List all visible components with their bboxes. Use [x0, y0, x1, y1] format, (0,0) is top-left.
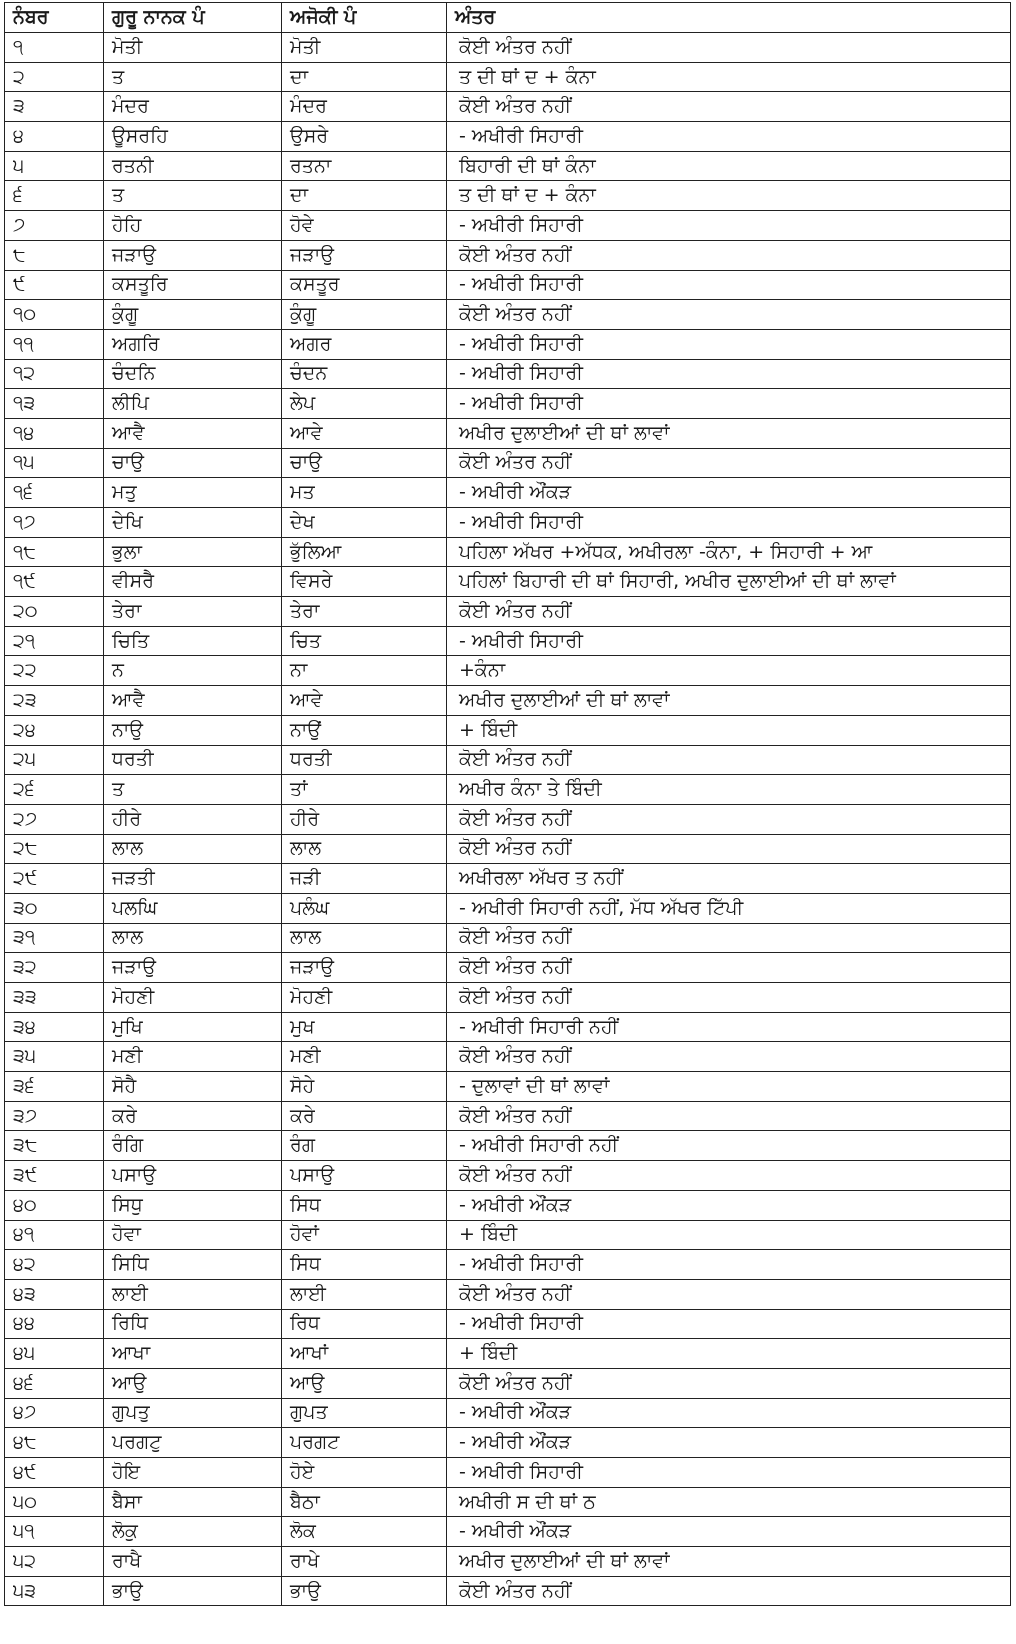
guru-nanak-word-cell: ਲਾਲ	[104, 834, 282, 864]
guru-nanak-word-cell: ਚਾਉ	[104, 448, 282, 478]
difference-cell: - ਅਖੀਰੀ ਸਿਹਾਰੀ ਨਹੀਂ, ਮੱਧ ਅੱਖਰ ਟਿੱਪੀ	[447, 893, 1011, 923]
guru-nanak-word-cell: ਰੰਗਿ	[104, 1131, 282, 1161]
row-number-cell: ੬	[5, 181, 104, 211]
table-row	[5, 359, 1011, 389]
table-row	[5, 448, 1011, 478]
row-number-cell: ੨੮	[5, 834, 104, 864]
difference-cell: - ਅਖੀਰੀ ਸਿਹਾਰੀ	[447, 359, 1011, 389]
difference-cell: - ਅਖੀਰੀ ਸਿਹਾਰੀ	[447, 1458, 1011, 1488]
modern-word-cell: ਪਸਾਉ	[282, 1161, 447, 1191]
difference-cell: ਕੋਈ ਅੰਤਰ ਨਹੀਂ	[447, 1279, 1011, 1309]
table-row	[5, 151, 1011, 181]
guru-nanak-word-cell: ਆਵੈ	[104, 686, 282, 716]
header-modern-word: ਅਜੋਕੀ ਪੰ	[282, 3, 447, 33]
guru-nanak-word-cell: ਕਰੇ	[104, 1101, 282, 1131]
guru-nanak-word-cell: ਰਤਨੀ	[104, 151, 282, 181]
modern-word-cell: ਲੋਕ	[282, 1517, 447, 1547]
modern-word-cell: ਗੁਪਤ	[282, 1398, 447, 1428]
modern-word-cell: ਸਿਧ	[282, 1190, 447, 1220]
difference-cell: ਅਖੀਰੀ ਸ ਦੀ ਥਾਂ ਠ	[447, 1487, 1011, 1517]
table-row	[5, 1517, 1011, 1547]
guru-nanak-word-cell: ਜੜਾਉ	[104, 953, 282, 983]
table-row	[5, 1576, 1011, 1606]
difference-cell: - ਅਖੀਰੀ ਸਿਹਾਰੀ ਨਹੀਂ	[447, 1131, 1011, 1161]
guru-nanak-word-cell: ਹੋਹਿ	[104, 211, 282, 241]
modern-word-cell: ਰੰਗ	[282, 1131, 447, 1161]
row-number-cell: ੫੨	[5, 1547, 104, 1577]
guru-nanak-word-cell: ਮਣੀ	[104, 1042, 282, 1072]
difference-cell: ਅਖੀਰ ਦੁਲਾਈਆਂ ਦੀ ਥਾਂ ਲਾਵਾਂ	[447, 686, 1011, 716]
modern-word-cell: ਭਾਉ	[282, 1576, 447, 1606]
row-number-cell: ੨੫	[5, 745, 104, 775]
difference-cell: ਕੋਈ ਅੰਤਰ ਨਹੀਂ	[447, 1576, 1011, 1606]
difference-cell: - ਅਖੀਰੀ ਸਿਹਾਰੀ	[447, 508, 1011, 538]
guru-nanak-word-cell: ਵੀਸਰੈ	[104, 567, 282, 597]
row-number-cell: ੩੮	[5, 1131, 104, 1161]
modern-word-cell: ਆਉ	[282, 1368, 447, 1398]
guru-nanak-word-cell: ਆਵੈ	[104, 418, 282, 448]
row-number-cell: ੧	[5, 33, 104, 63]
table-row	[5, 1487, 1011, 1517]
row-number-cell: ੧੫	[5, 448, 104, 478]
guru-nanak-word-cell: ਜੜਤੀ	[104, 864, 282, 894]
row-number-cell: ੨੩	[5, 686, 104, 716]
modern-word-cell: ਸਿਧ	[282, 1250, 447, 1280]
difference-cell: - ਅਖੀਰੀ ਸਿਹਾਰੀ	[447, 329, 1011, 359]
difference-cell: ਕੋਈ ਅੰਤਰ ਨਹੀਂ	[447, 1161, 1011, 1191]
guru-nanak-word-cell: ਕਸਤੂਰਿ	[104, 270, 282, 300]
modern-word-cell: ਲਾਈ	[282, 1279, 447, 1309]
row-number-cell: ੨੭	[5, 804, 104, 834]
guru-nanak-word-cell: ਗੁਪਤੁ	[104, 1398, 282, 1428]
comparison-table	[4, 2, 1011, 1606]
difference-cell: ਤ ਦੀ ਥਾਂ ਦ + ਕੰਨਾ	[447, 181, 1011, 211]
difference-cell: ਅਖੀਰ ਦੁਲਾਈਆਂ ਦੀ ਥਾਂ ਲਾਵਾਂ	[447, 418, 1011, 448]
row-number-cell: ੩੫	[5, 1042, 104, 1072]
difference-cell: + ਬਿੰਦੀ	[447, 1220, 1011, 1250]
modern-word-cell: ਮੰਦਰ	[282, 92, 447, 122]
modern-word-cell: ਦਾ	[282, 62, 447, 92]
guru-nanak-word-cell: ਜੜਾਉ	[104, 240, 282, 270]
modern-word-cell: ਵਿਸਰੇ	[282, 567, 447, 597]
guru-nanak-word-cell: ਤ	[104, 62, 282, 92]
row-number-cell: ੧੭	[5, 508, 104, 538]
difference-cell: - ਅਖੀਰੀ ਔਂਕੜ	[447, 1428, 1011, 1458]
guru-nanak-word-cell: ਕੁੰਗੂ	[104, 300, 282, 330]
difference-cell: ਕੋਈ ਅੰਤਰ ਨਹੀਂ	[447, 448, 1011, 478]
difference-cell: ਪਹਿਲਾਂ ਬਿਹਾਰੀ ਦੀ ਥਾਂ ਸਿਹਾਰੀ, ਅਖੀਰ ਦੁਲਾਈਆਂ ਦੀ ਥਾਂ ਲਾਵਾਂ	[447, 567, 1011, 597]
table-row	[5, 1042, 1011, 1072]
table-row	[5, 211, 1011, 241]
difference-cell: ਕੋਈ ਅੰਤਰ ਨਹੀਂ	[447, 1368, 1011, 1398]
difference-cell: ਕੋਈ ਅੰਤਰ ਨਹੀਂ	[447, 597, 1011, 627]
table-row	[5, 834, 1011, 864]
table-row	[5, 775, 1011, 805]
difference-cell: ਕੋਈ ਅੰਤਰ ਨਹੀਂ	[447, 1042, 1011, 1072]
table-row	[5, 1339, 1011, 1369]
difference-cell: - ਅਖੀਰੀ ਸਿਹਾਰੀ ਨਹੀਂ	[447, 1012, 1011, 1042]
row-number-cell: ੪੪	[5, 1309, 104, 1339]
table-row	[5, 62, 1011, 92]
row-number-cell: ੩੯	[5, 1161, 104, 1191]
guru-nanak-word-cell: ਊਸਰਹਿ	[104, 122, 282, 152]
table-row	[5, 893, 1011, 923]
guru-nanak-word-cell: ਆਉ	[104, 1368, 282, 1398]
row-number-cell: ੩੪	[5, 1012, 104, 1042]
guru-nanak-word-cell: ਚਿਤਿ	[104, 626, 282, 656]
modern-word-cell: ਹੀਰੇ	[282, 804, 447, 834]
guru-nanak-word-cell: ਨਾਉ	[104, 715, 282, 745]
table-row	[5, 1309, 1011, 1339]
guru-nanak-word-cell: ਧਰਤੀ	[104, 745, 282, 775]
row-number-cell: ੨੬	[5, 775, 104, 805]
table-row	[5, 1428, 1011, 1458]
table-row	[5, 686, 1011, 716]
difference-cell: ਕੋਈ ਅੰਤਰ ਨਹੀਂ	[447, 300, 1011, 330]
difference-cell: ਕੋਈ ਅੰਤਰ ਨਹੀਂ	[447, 33, 1011, 63]
modern-word-cell: ਆਵੇ	[282, 686, 447, 716]
guru-nanak-word-cell: ਪਲਘਿ	[104, 893, 282, 923]
modern-word-cell: ਚਾਉ	[282, 448, 447, 478]
modern-word-cell: ਰਾਖੇ	[282, 1547, 447, 1577]
row-number-cell: ੪੬	[5, 1368, 104, 1398]
header-difference: ਅੰਤਰ	[447, 3, 1011, 33]
modern-word-cell: ਧਰਤੀ	[282, 745, 447, 775]
table-row	[5, 240, 1011, 270]
modern-word-cell: ਮਣੀ	[282, 1042, 447, 1072]
table-row	[5, 656, 1011, 686]
row-number-cell: ੪੫	[5, 1339, 104, 1369]
guru-nanak-word-cell: ਪਰਗਟੁ	[104, 1428, 282, 1458]
difference-cell: - ਅਖੀਰੀ ਔਂਕੜ	[447, 1398, 1011, 1428]
table-body	[5, 33, 1011, 1606]
row-number-cell: ੨	[5, 62, 104, 92]
table-row	[5, 389, 1011, 419]
modern-word-cell: ਸੋਹੇ	[282, 1072, 447, 1102]
modern-word-cell: ਤਾਂ	[282, 775, 447, 805]
guru-nanak-word-cell: ਭੁਲਾ	[104, 537, 282, 567]
guru-nanak-word-cell: ਮੰਦਰ	[104, 92, 282, 122]
table-row	[5, 1190, 1011, 1220]
table-row	[5, 300, 1011, 330]
header-number: ਨੰਬਰ	[5, 3, 104, 33]
row-number-cell: ੫੧	[5, 1517, 104, 1547]
difference-cell: ਕੋਈ ਅੰਤਰ ਨਹੀਂ	[447, 1101, 1011, 1131]
row-number-cell: ੫੩	[5, 1576, 104, 1606]
modern-word-cell: ਉਸਰੇ	[282, 122, 447, 152]
table-row	[5, 1398, 1011, 1428]
row-number-cell: ੧੬	[5, 478, 104, 508]
header-row	[5, 3, 1011, 33]
row-number-cell: ੪੮	[5, 1428, 104, 1458]
row-number-cell: ੪੭	[5, 1398, 104, 1428]
modern-word-cell: ਤੇਰਾ	[282, 597, 447, 627]
row-number-cell: ੪੧	[5, 1220, 104, 1250]
guru-nanak-word-cell: ਆਖਾ	[104, 1339, 282, 1369]
table-row	[5, 1101, 1011, 1131]
table-row	[5, 953, 1011, 983]
difference-cell: ਅਖੀਰ ਦੁਲਾਈਆਂ ਦੀ ਥਾਂ ਲਾਵਾਂ	[447, 1547, 1011, 1577]
table-row	[5, 1279, 1011, 1309]
difference-cell: - ਅਖੀਰੀ ਸਿਹਾਰੀ	[447, 1250, 1011, 1280]
row-number-cell: ੩੬	[5, 1072, 104, 1102]
guru-nanak-word-cell: ਪਸਾਉ	[104, 1161, 282, 1191]
guru-nanak-word-cell: ਹੋਇ	[104, 1458, 282, 1488]
modern-word-cell: ਚਿਤ	[282, 626, 447, 656]
row-number-cell: ੯	[5, 270, 104, 300]
guru-nanak-word-cell: ਬੈਸਾ	[104, 1487, 282, 1517]
row-number-cell: ੪੯	[5, 1458, 104, 1488]
modern-word-cell: ਮੋਹਣੀ	[282, 983, 447, 1013]
header-guru-nanak-word: ਗੁਰੂ ਨਾਨਕ ਪੰ	[104, 3, 282, 33]
table-row	[5, 329, 1011, 359]
guru-nanak-word-cell: ਰਾਖੈ	[104, 1547, 282, 1577]
difference-cell: - ਅਖੀਰੀ ਔਂਕੜ	[447, 478, 1011, 508]
row-number-cell: ੪੨	[5, 1250, 104, 1280]
difference-cell: - ਦੁਲਾਵਾਂ ਦੀ ਥਾਂ ਲਾਵਾਂ	[447, 1072, 1011, 1102]
guru-nanak-word-cell: ਲਾਲ	[104, 923, 282, 953]
modern-word-cell: ਦਾ	[282, 181, 447, 211]
difference-cell: ਕੋਈ ਅੰਤਰ ਨਹੀਂ	[447, 745, 1011, 775]
table-row	[5, 92, 1011, 122]
table-row	[5, 270, 1011, 300]
row-number-cell: ੫	[5, 151, 104, 181]
row-number-cell: ੧੯	[5, 567, 104, 597]
modern-word-cell: ਆਖਾਂ	[282, 1339, 447, 1369]
row-number-cell: ੧੦	[5, 300, 104, 330]
table-row	[5, 1161, 1011, 1191]
table-row	[5, 864, 1011, 894]
modern-word-cell: ਰਿਧ	[282, 1309, 447, 1339]
table-row	[5, 1220, 1011, 1250]
difference-cell: ਅਖੀਰ ਕੰਨਾ ਤੇ ਬਿੰਦੀ	[447, 775, 1011, 805]
guru-nanak-word-cell: ਨ	[104, 656, 282, 686]
modern-word-cell: ਚੰਦਨ	[282, 359, 447, 389]
difference-cell: ਕੋਈ ਅੰਤਰ ਨਹੀਂ	[447, 953, 1011, 983]
row-number-cell: ੧੪	[5, 418, 104, 448]
modern-word-cell: ਹੋਏ	[282, 1458, 447, 1488]
guru-nanak-word-cell: ਸਿਧੁ	[104, 1190, 282, 1220]
guru-nanak-word-cell: ਮੁਖਿ	[104, 1012, 282, 1042]
table-row	[5, 508, 1011, 538]
guru-nanak-word-cell: ਤ	[104, 181, 282, 211]
guru-nanak-word-cell: ਰਿਧਿ	[104, 1309, 282, 1339]
difference-cell: - ਅਖੀਰੀ ਸਿਹਾਰੀ	[447, 270, 1011, 300]
guru-nanak-word-cell: ਦੇਖਿ	[104, 508, 282, 538]
table-row	[5, 1012, 1011, 1042]
guru-nanak-word-cell: ਹੀਰੇ	[104, 804, 282, 834]
row-number-cell: ੩੩	[5, 983, 104, 1013]
table-row	[5, 122, 1011, 152]
row-number-cell: ੩	[5, 92, 104, 122]
table-row	[5, 1131, 1011, 1161]
difference-cell: ਕੋਈ ਅੰਤਰ ਨਹੀਂ	[447, 240, 1011, 270]
modern-word-cell: ਲਾਲ	[282, 834, 447, 864]
difference-cell: ਕੋਈ ਅੰਤਰ ਨਹੀਂ	[447, 92, 1011, 122]
row-number-cell: ੭	[5, 211, 104, 241]
table-row	[5, 1072, 1011, 1102]
row-number-cell: ੧੮	[5, 537, 104, 567]
row-number-cell: ੧੧	[5, 329, 104, 359]
guru-nanak-word-cell: ਅਗਰਿ	[104, 329, 282, 359]
table-row	[5, 181, 1011, 211]
guru-nanak-word-cell: ਚੰਦਨਿ	[104, 359, 282, 389]
modern-word-cell: ਜੜਾਉ	[282, 953, 447, 983]
guru-nanak-word-cell: ਭਾਉ	[104, 1576, 282, 1606]
difference-cell: - ਅਖੀਰੀ ਔਂਕੜ	[447, 1190, 1011, 1220]
difference-cell: ਕੋਈ ਅੰਤਰ ਨਹੀਂ	[447, 834, 1011, 864]
row-number-cell: ੪	[5, 122, 104, 152]
modern-word-cell: ਨਾ	[282, 656, 447, 686]
table-row	[5, 983, 1011, 1013]
row-number-cell: ੩੦	[5, 893, 104, 923]
guru-nanak-word-cell: ਤੇਰਾ	[104, 597, 282, 627]
row-number-cell: ੩੭	[5, 1101, 104, 1131]
row-number-cell: ੩੧	[5, 923, 104, 953]
difference-cell: - ਅਖੀਰੀ ਸਿਹਾਰੀ	[447, 122, 1011, 152]
table-row	[5, 1458, 1011, 1488]
modern-word-cell: ਪਰਗਟ	[282, 1428, 447, 1458]
guru-nanak-word-cell: ਮੋਤੀ	[104, 33, 282, 63]
guru-nanak-word-cell: ਸਿਧਿ	[104, 1250, 282, 1280]
row-number-cell: ੧੨	[5, 359, 104, 389]
guru-nanak-word-cell: ਸੋਹੈ	[104, 1072, 282, 1102]
modern-word-cell: ਕੁੰਗੂ	[282, 300, 447, 330]
difference-cell: ਅਖੀਰਲਾ ਅੱਖਰ ਤ ਨਹੀਂ	[447, 864, 1011, 894]
guru-nanak-word-cell: ਲੋਕੁ	[104, 1517, 282, 1547]
difference-cell: ਪਹਿਲਾ ਅੱਖਰ +ਅੱਧਕ, ਅਖੀਰਲਾ -ਕੰਨਾ, + ਸਿਹਾਰੀ + ਆ	[447, 537, 1011, 567]
modern-word-cell: ਪਲੰਘ	[282, 893, 447, 923]
modern-word-cell: ਕਸਤੂਰ	[282, 270, 447, 300]
modern-word-cell: ਮੁਖ	[282, 1012, 447, 1042]
difference-cell: ਕੋਈ ਅੰਤਰ ਨਹੀਂ	[447, 983, 1011, 1013]
row-number-cell: ੨੪	[5, 715, 104, 745]
table-row	[5, 626, 1011, 656]
modern-word-cell: ਜੜੀ	[282, 864, 447, 894]
modern-word-cell: ਨਾਉਂ	[282, 715, 447, 745]
row-number-cell: ੩੨	[5, 953, 104, 983]
table-row	[5, 418, 1011, 448]
difference-cell: - ਅਖੀਰੀ ਸਿਹਾਰੀ	[447, 211, 1011, 241]
difference-cell: +ਕੰਨਾ	[447, 656, 1011, 686]
guru-nanak-word-cell: ਲੀਪਿ	[104, 389, 282, 419]
modern-word-cell: ਹੋਵੇ	[282, 211, 447, 241]
difference-cell: - ਅਖੀਰੀ ਸਿਹਾਰੀ	[447, 1309, 1011, 1339]
difference-cell: ਕੋਈ ਅੰਤਰ ਨਹੀਂ	[447, 923, 1011, 953]
guru-nanak-word-cell: ਮੋਹਣੀ	[104, 983, 282, 1013]
table-row	[5, 537, 1011, 567]
modern-word-cell: ਹੋਵਾਂ	[282, 1220, 447, 1250]
table-row	[5, 567, 1011, 597]
row-number-cell: ੨੨	[5, 656, 104, 686]
table-row	[5, 1547, 1011, 1577]
row-number-cell: ੨੯	[5, 864, 104, 894]
row-number-cell: ੮	[5, 240, 104, 270]
difference-cell: ਬਿਹਾਰੀ ਦੀ ਥਾਂ ਕੰਨਾ	[447, 151, 1011, 181]
guru-nanak-word-cell: ਤ	[104, 775, 282, 805]
difference-cell: ਕੋਈ ਅੰਤਰ ਨਹੀਂ	[447, 804, 1011, 834]
modern-word-cell: ਭੁੱਲਿਆ	[282, 537, 447, 567]
modern-word-cell: ਮਤ	[282, 478, 447, 508]
modern-word-cell: ਆਵੇ	[282, 418, 447, 448]
modern-word-cell: ਰਤਨਾ	[282, 151, 447, 181]
table-row	[5, 745, 1011, 775]
difference-cell: - ਅਖੀਰੀ ਔਂਕੜ	[447, 1517, 1011, 1547]
table-row	[5, 804, 1011, 834]
modern-word-cell: ਬੈਠਾ	[282, 1487, 447, 1517]
difference-cell: ਤ ਦੀ ਥਾਂ ਦ + ਕੰਨਾ	[447, 62, 1011, 92]
modern-word-cell: ਦੇਖ	[282, 508, 447, 538]
guru-nanak-word-cell: ਹੋਵਾ	[104, 1220, 282, 1250]
row-number-cell: ੪੩	[5, 1279, 104, 1309]
modern-word-cell: ਲਾਲ	[282, 923, 447, 953]
table-row	[5, 33, 1011, 63]
table-row	[5, 923, 1011, 953]
modern-word-cell: ਅਗਰ	[282, 329, 447, 359]
row-number-cell: ੫੦	[5, 1487, 104, 1517]
modern-word-cell: ਮੋਤੀ	[282, 33, 447, 63]
difference-cell: + ਬਿੰਦੀ	[447, 715, 1011, 745]
row-number-cell: ੧੩	[5, 389, 104, 419]
modern-word-cell: ਜੜਾਉ	[282, 240, 447, 270]
table-row	[5, 1368, 1011, 1398]
modern-word-cell: ਲੇਪ	[282, 389, 447, 419]
difference-cell: - ਅਖੀਰੀ ਸਿਹਾਰੀ	[447, 626, 1011, 656]
difference-cell: - ਅਖੀਰੀ ਸਿਹਾਰੀ	[447, 389, 1011, 419]
row-number-cell: ੪੦	[5, 1190, 104, 1220]
guru-nanak-word-cell: ਲਾਈ	[104, 1279, 282, 1309]
guru-nanak-word-cell: ਮਤੁ	[104, 478, 282, 508]
modern-word-cell: ਕਰੇ	[282, 1101, 447, 1131]
table-row	[5, 1250, 1011, 1280]
table-row	[5, 478, 1011, 508]
row-number-cell: ੨੦	[5, 597, 104, 627]
table-row	[5, 597, 1011, 627]
difference-cell: + ਬਿੰਦੀ	[447, 1339, 1011, 1369]
table-row	[5, 715, 1011, 745]
row-number-cell: ੨੧	[5, 626, 104, 656]
